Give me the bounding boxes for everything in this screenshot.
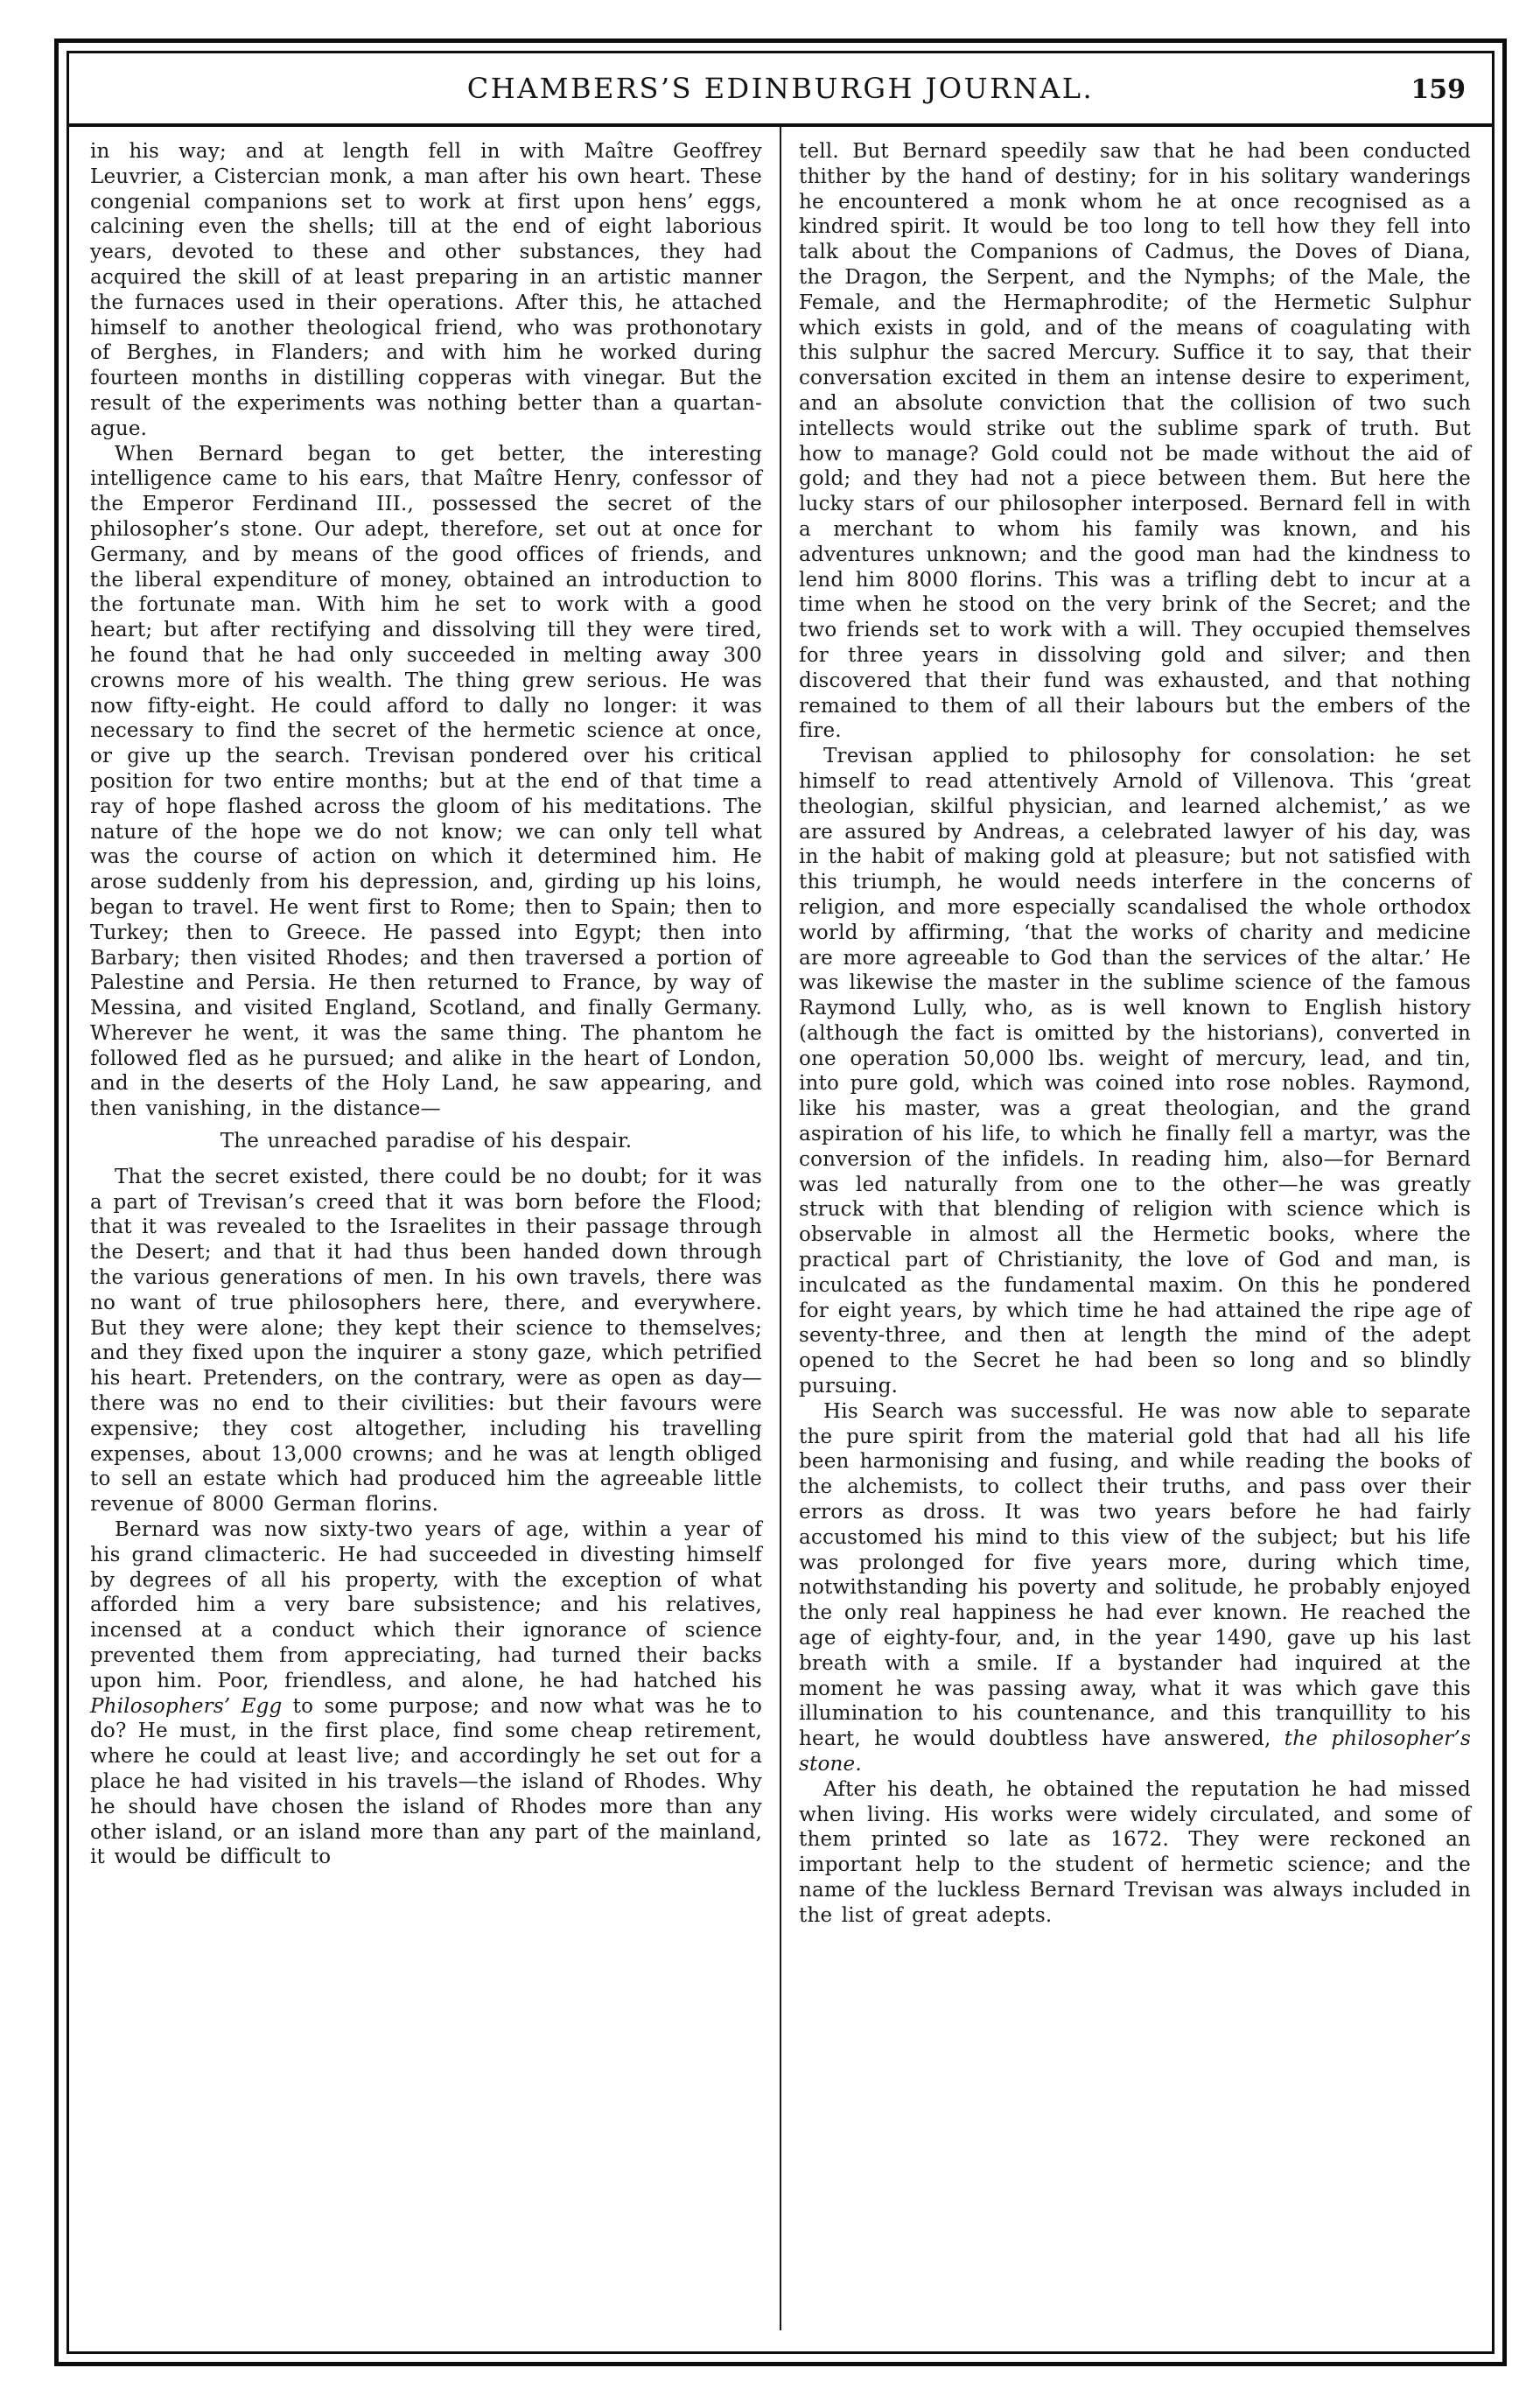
paragraph <box>799 1399 1471 1777</box>
page-header <box>69 53 1492 127</box>
text-run: The unreached paradise of his despair. <box>220 1130 633 1153</box>
page-border-outer <box>54 39 1507 2366</box>
journal-title: CHAMBERS’S EDINBURGH JOURNAL. <box>466 72 1095 105</box>
text-run: the philosopher’s stone. <box>799 1727 1471 1776</box>
text-run: in his way; and at length fell in with Maître Geoffrey Leuvrier, a Cistercian monk, a man after his own heart. These congenial companions set to work at first upon hens’ eggs, calcining even the shells; till at the end of eight laborious years, devoted to these and other substances, they had acquired the skill of at least preparing in an artistic manner the furnaces used in their operations. After this, he attached himself to another theological friend, who was prothonotary of Berghes, in Flanders; and with him he worked during fourteen months in distilling copperas with vinegar. But the result of the experiments was nothing better than a quartan-ague. <box>90 140 762 440</box>
text-run: When Bernard began to get better, the interesting intelligence came to his ears, that Maître Henry, confessor of the Emperor Ferdinand III., possessed the secret of the philosopher’s stone. Our adept, therefore, set out at once for Germany, and by means of the good offices of friends, and the liberal expenditure of money, obtained an introduction to the fortunate man. With him he set to work with a good heart; but after rectifying and dissolving till they were tired, he found that he had only succeeded in melting away 300 crowns more of his wealth. The thing grew serious. He was now fifty-eight. He could afford to dally no longer: it was necessary to find the secret of the hermetic science at once, or give up the search. Trevisan pondered over his critical position for two entire months; but at the end of that time a ray of hope flashed across the gloom of his meditations. The nature of the hope we do not know; we can only tell what was the course of action on which it determined him. He arose suddenly from his depression, and, girding up his loins, began to travel. He went first to Rome; then to Spain; then to Turkey; then to Greece. He passed into Egypt; then into Barbary; then visited Rhodes; and then traversed a portion of Palestine and Persia. He then returned to France, by way of Messina, and visited England, Scotland, and finally Germany. Wherever he went, it was the same thing. The phantom he followed fled as he pursued; and alike in the heart of London, and in the deserts of the Holy Land, he saw appearing, and then vanishing, in the distance— <box>90 442 762 1121</box>
paragraph <box>90 139 762 442</box>
text-columns <box>69 127 1492 2351</box>
text-run: Bernard was now sixty-two years of age, within a year of his grand climacteric. He had succeeded in divesting himself by degrees of all his property, with the exception of what afforded him a very bare subsistence; and his relatives, incensed at a conduct which their ignorance of science prevented them from appreciating, had turned their backs upon him. Poor, friendless, and alone, he had hatched his <box>90 1518 762 1692</box>
paragraph <box>799 1777 1471 1929</box>
paragraph <box>799 139 1471 744</box>
paragraph <box>90 1517 762 1870</box>
text-run: His Search was successful. He was now able to separate the pure spirit from the material gold that had all his life been harmonising and fusing, and while reading the books of the alchemists, to collect their truths, and pass over their errors as dross. It was two years before he had fairly accustomed his mind to this view of the subject; but his life was prolonged for five years more, during which time, notwithstanding his poverty and solitude, he probably enjoyed the only real happiness he had ever known. He reached the age of eighty-four, and, in the year 1490, gave up his last breath with a smile. If a bystander had inquired at the moment he was passing away, what it was which gave this illumination to his countenance, and this tranquillity to his heart, he would doubtless have answered, <box>799 1399 1471 1751</box>
text-run: to some purpose; and now what was he to do? He must, in the first place, find some cheap retirement, where he could at least live; and accordingly he set out for a place he had visited in his travels—the island of Rhodes. Why he should have chosen the island of Rhodes more than any other island, or an island more than any part of the mainland, it would be difficult to <box>90 1694 762 1869</box>
paragraph <box>799 744 1471 1399</box>
page-border-inner <box>66 51 1494 2354</box>
left-column <box>69 127 780 2351</box>
text-run: After his death, he obtained the reputation he had missed when living. His works were widely circulated, and some of them printed so late as 1672. They were reckoned an important help to the student of hermetic science; and the name of the luckless Bernard Trevisan was always included in the list of great adepts. <box>799 1777 1471 1927</box>
paragraph <box>90 1165 762 1517</box>
text-run: Philosophers’ Egg <box>90 1694 283 1718</box>
right-column <box>781 127 1492 2351</box>
page-number: 159 <box>1410 74 1466 105</box>
verse-line <box>90 1129 762 1154</box>
text-run: Trevisan applied to philosophy for consolation: he set himself to read attentively Arnold of Villenova. This ‘great theologian, skilful physician, and learned alchemist,’ as we are assured by Andreas, a celebrated lawyer of his day, was in the habit of making gold at pleasure; but not satisfied with this triumph, he would needs interfere in the concerns of religion, and more especially scandalised the whole orthodox world by affirming, ‘that the works of charity and medicine are more agreeable to God than the services of the altar.’ He was likewise the master in the sublime science of the famous Raymond Lully, who, as is well known to English history (although the fact is omitted by the historians), converted in one operation 50,000 lbs. weight of mercury, lead, and tin, into pure gold, which was coined into rose nobles. Raymond, like his master, was a great theologian, and the grand aspiration of his life, to which he finally fell a martyr, was the conversion of the infidels. In reading him, also—for Bernard was led naturally from one to the other—he was greatly struck with that blending of religion with science which is observable in almost all the Hermetic books, where the practical part of Christianity, the love of God and man, is inculcated as the fundamental maxim. On this he pondered for eight years, by which time he had attained the ripe age of seventy-three, and then at length the mind of the adept opened to the Secret he had been so long and so blindly pursuing. <box>799 745 1471 1398</box>
text-run: That the secret existed, there could be no doubt; for it was a part of Trevisan’s creed that it was born before the Flood; that it was revealed to the Israelites in their passage through the Desert; and that it had thus been handed down through the various generations of men. In his own travels, there was no want of true philosophers here, there, and everywhere. But they were alone; they kept their science to themselves; and they fixed upon the inquirer a stony gaze, which petrified his heart. Pretenders, on the contrary, were as open as day—there was no end to their civilities: but their favours were expensive; they cost altogether, including his travelling expenses, about 13,000 crowns; and he was at length obliged to sell an estate which had produced him the agreeable little revenue of 8000 German florins. <box>90 1165 762 1517</box>
paragraph <box>90 442 762 1123</box>
text-run: tell. But Bernard speedily saw that he had been conducted thither by the hand of destiny; for in his solitary wanderings he encountered a monk whom he at once recognised as a kindred spirit. It would be too long to tell how they fell into talk about the Companions of Cadmus, the Doves of Diana, the Dragon, the Serpent, and the Nymphs; of the Male, the Female, and the Hermaphrodite; of the Hermetic Sulphur which exists in gold, and of the means of coagulating with this sulphur the sacred Mercury. Suffice it to say, that their conversation excited in them an intense desire to experiment, and an absolute conviction that the collision of two such intellects would strike out the sublime spark of truth. But how to manage? Gold could not be made without the aid of gold; and they had not a piece between them. But here the lucky stars of our philosopher interposed. Bernard fell in with a merchant to whom his family was known, and his adventures unknown; and the good man had the kindness to lend him 8000 florins. This was a trifling debt to incur at a time when he stood on the very brink of the Secret; and the two friends set to work with a will. They occupied themselves for three years in dissolving gold and silver; and then discovered that their fund was exhausted, and that nothing remained to them of all their labours but the embers of the fire. <box>799 140 1471 743</box>
